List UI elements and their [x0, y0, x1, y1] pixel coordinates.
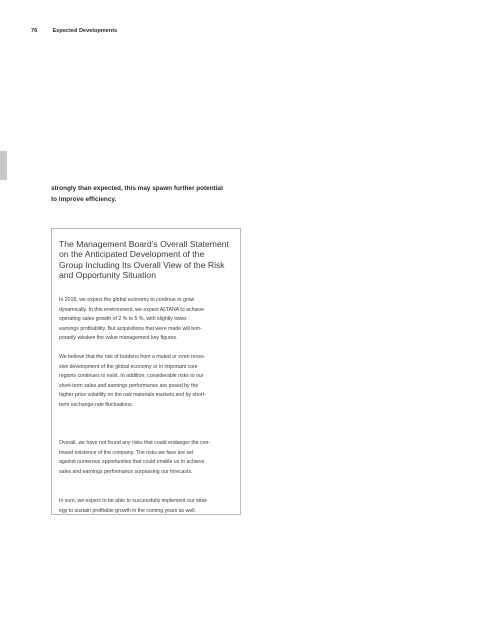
overall-statement-box [51, 228, 241, 515]
text-line: earnings profitability. But acquisitions that were made will tem- [59, 325, 202, 332]
text-line: regions continues to exist. In addition, considerable risks to our [59, 373, 204, 380]
paragraph-summary [59, 497, 241, 516]
page-number: 76 [31, 28, 38, 34]
text-line: short-term sales and earnings performance are posed by the [59, 382, 199, 389]
box-title [59, 239, 244, 280]
text-line: tinued existence of the company. The risks we face are set [59, 449, 194, 456]
title-line: The Management Board’s Overall Statement [59, 239, 229, 249]
text-line: term exchange-rate fluctuations. [59, 401, 134, 408]
text-line: sive development of the global economy or in important core [59, 363, 198, 370]
page-header [31, 28, 117, 34]
section-title: Expected Developments [52, 28, 118, 34]
text-line: to improve efficiency. [51, 195, 117, 203]
paragraph-outlook [59, 296, 241, 344]
chapter-marker [0, 151, 7, 180]
text-line: porarily weaken the value management key figures. [59, 335, 178, 342]
paragraph-existence [59, 439, 241, 477]
title-line: and Opportunity Situation [59, 269, 156, 280]
text-line: higher price volatility on the raw materials markets and by short- [59, 392, 206, 399]
text-line: operating sales growth of 2 % to 5 %, with slightly lower [59, 316, 187, 323]
paragraph-risks [59, 353, 241, 411]
text-line: egy to sustain profitable growth in the coming years as well. [59, 507, 196, 514]
text-line: Overall, we have not found any risks that could endanger the con- [59, 440, 211, 446]
text-line: sales and earnings performance surpassing our forecasts. [59, 468, 193, 475]
title-line: Group Including Its Overall View of the Risk [59, 259, 225, 270]
title-line: on the Anticipated Development of the [59, 249, 205, 260]
text-line: In sum, we expect to be able to successfully implement our strat- [59, 498, 208, 504]
text-line: In 2018, we expect the global economy to continue to grow [59, 297, 195, 303]
text-line: We believe that the risk of burdens from a muted or even reces- [59, 354, 206, 360]
text-line: strongly than expected, this may spawn further potential [51, 185, 223, 192]
text-line: dynamically. In this environment, we expect ALTANA to achieve [59, 306, 205, 313]
continuation-text [51, 184, 251, 205]
text-line: against numerous opportunities that could enable us to achieve [59, 459, 205, 466]
